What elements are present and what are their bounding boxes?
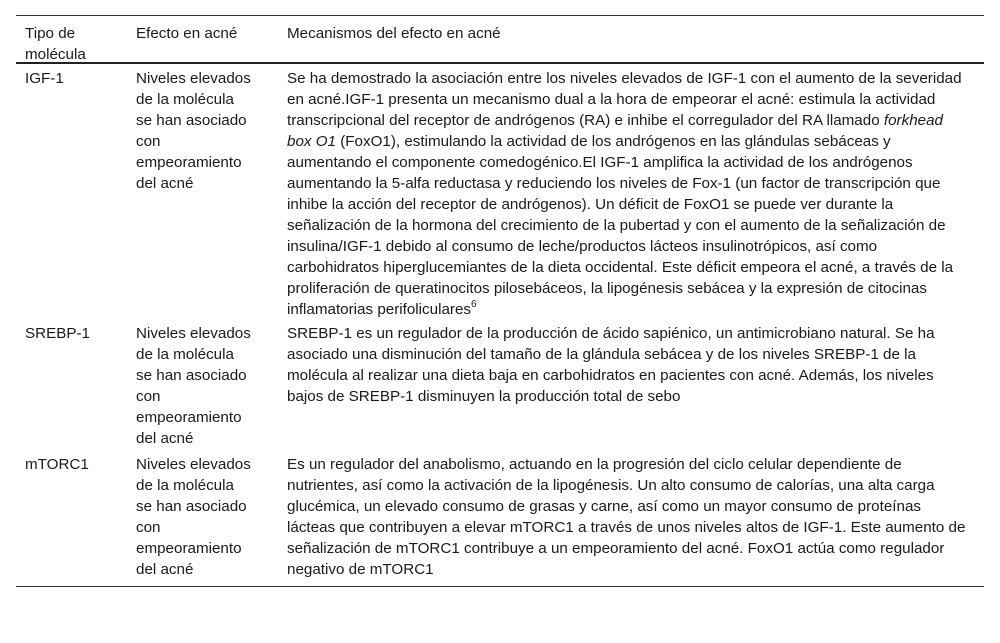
table-row (16, 449, 984, 580)
cell-effect: Niveles elevados de la molécula se han asociado con empeoramiento del acné (136, 325, 251, 447)
reference-superscript: 6 (471, 298, 477, 310)
cell-molecule: SREBP-1 (25, 325, 90, 342)
header-effect: Efecto en acné (136, 25, 238, 42)
header-molecule-type: Tipo de molécula (25, 25, 86, 63)
cell-mechanism: SREBP-1 es un regulador de la producción de ácido sapiénico, un antimicrobiano natural. Se ha asociado una disminución del tamaño de la glándula sebácea y de los niveles SREBP-1 de la molécula al realizar una dieta baja en carbohidratos en pacientes con acné. Además, los niveles bajos de SREBP-1 disminuyen la producción total de sebo (287, 325, 935, 405)
table-row (16, 320, 984, 449)
header-mechanism: Mecanismos del efecto en acné (287, 25, 501, 42)
table-row (16, 64, 984, 320)
table-bottom-rule (16, 586, 984, 587)
cell-effect: Niveles elevados de la molécula se han asociado con empeoramiento del acné (136, 70, 251, 192)
cell-mechanism: Se ha demostrado la asociación entre los niveles elevados de IGF-1 con el aumento de la severidad en acné.IGF-1 presenta un mecanismo dual a la hora de empeorar el acné: estimula la actividad transcripcional del receptor de andrógenos (RA) e inhibe el corregulador del RA llamado forkhead box O1 (FoxO1), estimulando la actividad de los andrógenos en las glándulas sebáceas y aumentando el componente comedogénico.El IGF-1 amplifica la actividad de los andrógenos aumentando la 5-alfa reductasa y reduciendo los niveles de Fox-1 (un factor de transcripción que inhibe la acción del receptor de andrógenos). Un déficit de FoxO1 se puede ver durante la señalización de la hormona del crecimiento de la pubertad y con el aumento de la señalización de insulina/IGF-1 debido al consumo de leche/productos lácteos insulinotrópicos, así como carbohidratos hiperglucemiantes de la dieta occidental. Este déficit empeora el acné, a través de la proliferación de queratinocitos pilosebáceos, la lipogénesis sebácea y la expresión de citocinas inflamatorias perifoliculares$^6$ (287, 70, 962, 318)
cell-molecule: mTORC1 (25, 456, 89, 473)
table-header-row (16, 16, 984, 62)
cell-effect: Niveles elevados de la molécula se han asociado con empeoramiento del acné (136, 456, 251, 578)
data-table (16, 15, 984, 587)
cell-molecule: IGF-1 (25, 70, 64, 87)
cell-mechanism: Es un regulador del anabolismo, actuando en la progresión del ciclo celular dependiente de nutrientes, así como la activación de la lipogénesis. Un alto consumo de calorías, una alta carga glucémica, un elevado consumo de grasas y carne, así como un mayor consumo de proteínas lácteas que contribuyen a elevar mTORC1 a través de unos niveles altos de IGF-1. Este aumento de señalización de mTORC1 contribuye a un empeoramiento del acné. FoxO1 actúa como regulador negativo de mTORC1 (287, 456, 966, 578)
